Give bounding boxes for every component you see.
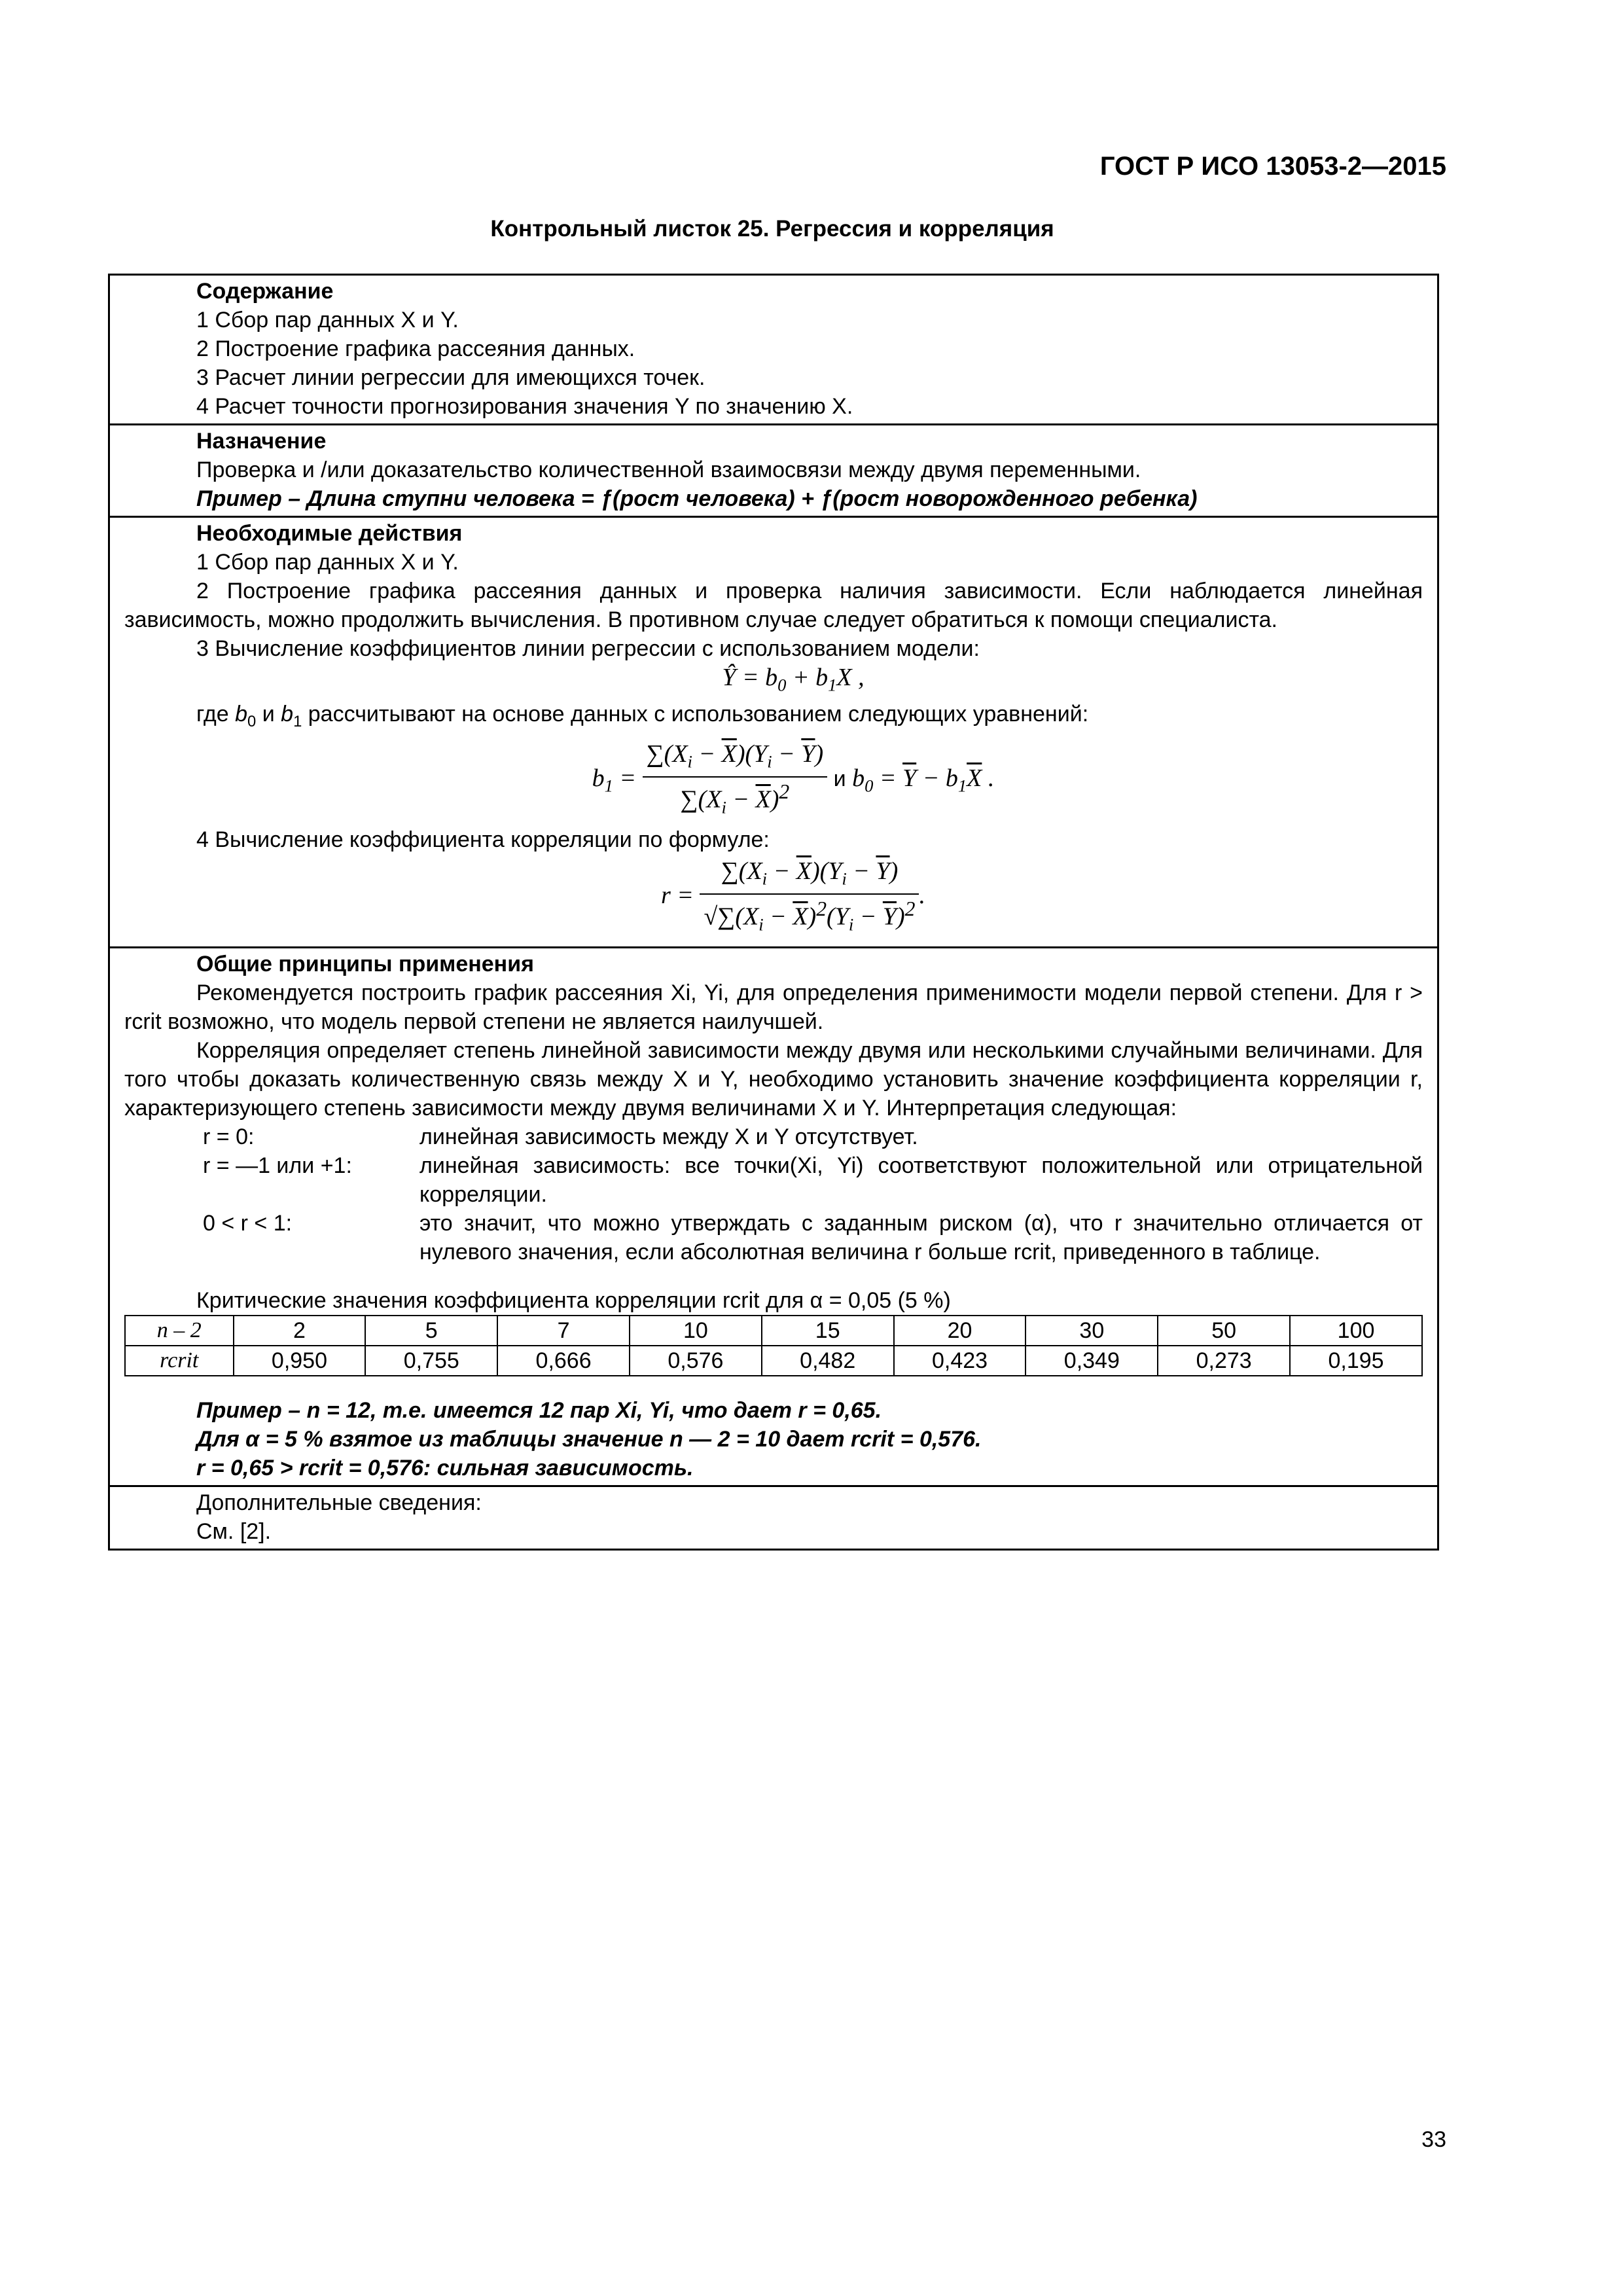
coefficients-note-text: рассчитывают на основе данных с использованием следующих уравнений: xyxy=(308,701,1089,726)
content-section xyxy=(110,276,1437,425)
content-item: 1 Сбор пар данных X и Y. xyxy=(196,308,459,332)
page-number: 33 xyxy=(1421,2127,1446,2152)
table-cell: 5 xyxy=(365,1316,497,1346)
table-cell: 0,950 xyxy=(234,1346,366,1376)
table-cell: 0,195 xyxy=(1290,1346,1422,1376)
additional-text: См. [2]. xyxy=(196,1519,272,1545)
interpretation-text: это значит, что можно утверждать с заданным риском (α), что r значительно отличается от нулевого значения, если абсолютная величина r больше rcrit, приведенного в таблице. xyxy=(419,1211,1423,1265)
action-step-1: 1 Сбор пар данных X и Y. xyxy=(196,550,459,575)
table-row-label: rcrit xyxy=(125,1346,234,1376)
additional-heading: Дополнительные сведения: xyxy=(196,1490,482,1516)
standard-number: ГОСТ Р ИСО 13053-2—2015 xyxy=(1099,152,1446,181)
table-cell: 30 xyxy=(1026,1316,1158,1346)
purpose-heading: Назначение xyxy=(196,429,327,454)
interpretation-text: линейная зависимость: все точки(Xi, Yi) соответствуют положительной или отрицательной корреляции. xyxy=(419,1153,1423,1208)
table-cell: 15 xyxy=(762,1316,894,1346)
principles-paragraph-1: Рекомендуется построить график рассеяния Xi, Yi, для определения применимости модели первой степени. Для r > rcrit возможно, что модель первой степени не является наилучшей. xyxy=(124,980,1423,1035)
regression-model-formula: Ŷ = $b_0 + b_1X$ , xyxy=(722,664,865,695)
table-cell: 0,273 xyxy=(1158,1346,1290,1376)
interpretation-list xyxy=(137,1122,1423,1266)
table-cell: 0,576 xyxy=(630,1346,762,1376)
table-cell: 0,423 xyxy=(894,1346,1026,1376)
interpretation-key: r = —1 или +1: xyxy=(203,1153,352,1179)
correlation-formula: r = $\frac{\sum(X_i - \overline{X})(Y_i - \overline{Y})}{√\sum(X_i - \overline{X})^2(Y_i - \overline{Y})^2}$ . xyxy=(661,857,925,935)
checklist-frame xyxy=(108,274,1439,1551)
action-step-2: 2 Построение графика рассеяния данных и проверка наличия зависимости. Если наблюдается линейная зависимость, можно продолжить вычисления. В противном случае следует обратиться к помощи специалиста. xyxy=(124,579,1423,632)
table-example-3: r = 0,65 > rcrit = 0,576: сильная зависимость. xyxy=(196,1456,694,1481)
principles-paragraph-2: Корреляция определяет степень линейной зависимости между двумя или несколькими случайными величинами. Для того чтобы доказать количественную связь между X и Y, необходимо установить значение коэффициента корреляции r, характеризующего степень зависимости между двумя величинами X и Y. Интерпретация следующая: xyxy=(124,1038,1423,1121)
content-heading: Содержание xyxy=(196,279,334,304)
table-cell: 0,666 xyxy=(497,1346,630,1376)
coefficients-note: где $b_0$ и $b_1$ рассчитывают на основе данных с использованием следующих уравнений: xyxy=(196,701,1089,730)
table-row xyxy=(125,1346,1422,1376)
table-cell: 2 xyxy=(234,1316,366,1346)
table-cell: 0,349 xyxy=(1026,1346,1158,1376)
coefficients-formula: $b_1$ = $\frac{\sum(X_i - \overline{X})(Y_i - \overline{Y})}{\sum(X_i - \overline{X})^2}$ и $b_0 = \overline{Y} - b_1\overline{X}$ . xyxy=(592,740,995,817)
table-example-2: Для α = 5 % взятое из таблицы значение n — 2 = 10 дает rcrit = 0,576. xyxy=(196,1427,982,1452)
principles-heading: Общие принципы применения xyxy=(196,952,534,977)
table-cell: 7 xyxy=(497,1316,630,1346)
table-cell: 0,482 xyxy=(762,1346,894,1376)
action-step-4: 4 Вычисление коэффициента корреляции по формуле: xyxy=(196,827,770,853)
actions-heading: Необходимые действия xyxy=(196,521,463,546)
table-row xyxy=(125,1316,1422,1346)
checklist-title: Контрольный листок 25. Регрессия и корреляция xyxy=(490,216,1054,242)
table-cell: 20 xyxy=(894,1316,1026,1346)
interpretation-key: r = 0: xyxy=(203,1124,255,1150)
table-cell: 50 xyxy=(1158,1316,1290,1346)
purpose-example: Пример – Длина ступни человека = ƒ(рост человека) + ƒ(рост новорожденного ребенка) xyxy=(196,486,1198,511)
content-item: 3 Расчет линии регрессии для имеющихся точек. xyxy=(196,365,705,390)
table-cell: 10 xyxy=(630,1316,762,1346)
action-step-3: 3 Вычисление коэффициентов линии регрессии с использованием модели: xyxy=(196,636,980,661)
critical-values-table xyxy=(124,1315,1423,1376)
table-cell: 0,755 xyxy=(365,1346,497,1376)
interpretation-key: 0 < r < 1: xyxy=(203,1211,293,1236)
purpose-section xyxy=(110,425,1437,518)
principles-section xyxy=(110,948,1437,1487)
additional-section xyxy=(110,1487,1437,1549)
content-item: 2 Построение графика рассеяния данных. xyxy=(196,336,635,361)
critical-table-caption: Критические значения коэффициента корреляции rcrit для α = 0,05 (5 %) xyxy=(196,1288,951,1314)
table-cell: 100 xyxy=(1290,1316,1422,1346)
interpretation-text: линейная зависимость между X и Y отсутствует. xyxy=(419,1124,918,1150)
actions-section xyxy=(110,518,1437,948)
purpose-text: Проверка и /или доказательство количественной взаимосвязи между двумя переменными. xyxy=(196,457,1141,482)
table-example-1: Пример – n = 12, т.е. имеется 12 пар Xi, Yi, что дает r = 0,65. xyxy=(196,1398,882,1424)
table-row-label: n – 2 xyxy=(125,1316,234,1346)
content-item: 4 Расчет точности прогнозирования значения Y по значению X. xyxy=(196,394,853,419)
